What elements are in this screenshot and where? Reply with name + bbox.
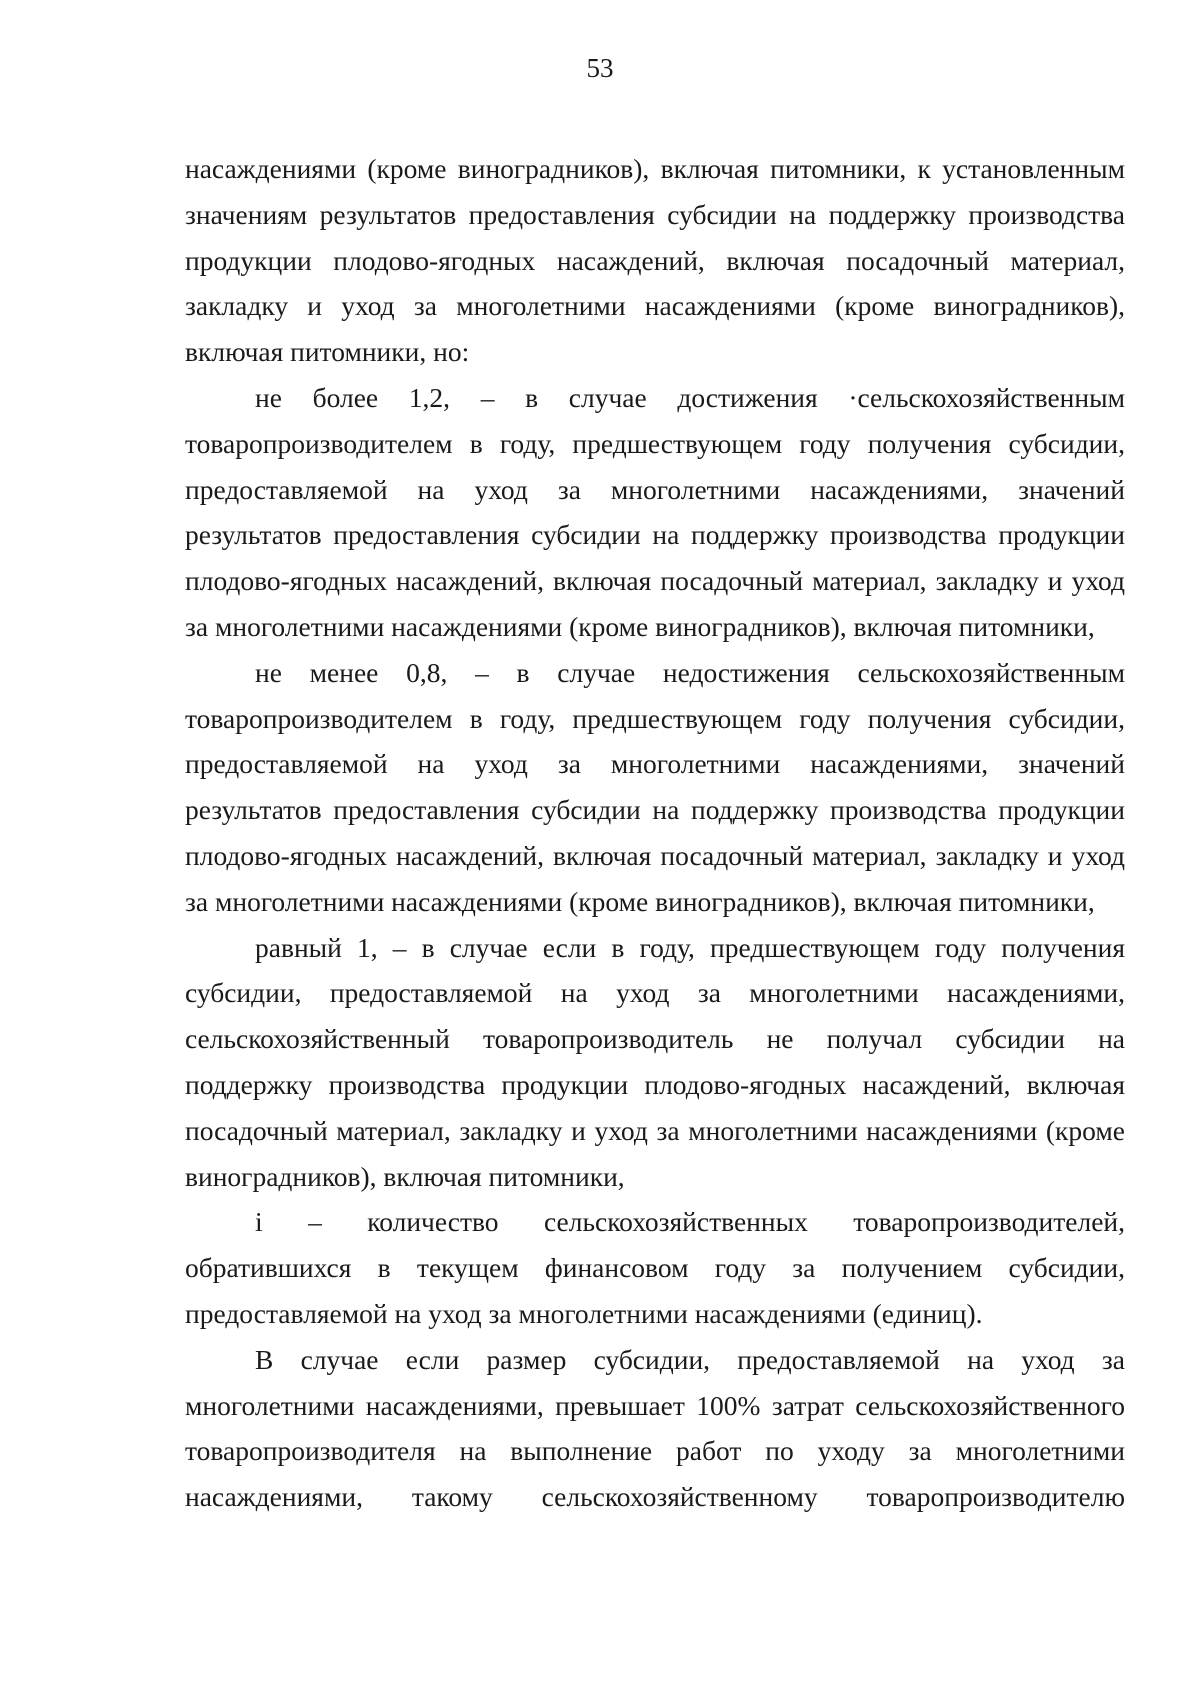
- text-line: обратившихся в текущем финансовом году за получением субсидии,: [185, 1252, 1125, 1284]
- text-line: товаропроизводителя на выполнение работ по уходу за многолетними: [185, 1435, 1125, 1467]
- text-line: поддержку производства продукции плодово-ягодных насаждений, включая: [185, 1068, 1125, 1100]
- text-line: товаропроизводителем в году, предшествующем году получения субсидии,: [185, 427, 1125, 459]
- text-line: равный 1, – в случае если в году, предшествующем году получения: [255, 931, 1125, 963]
- text-line: не более 1,2, – в случае достижения ·сельскохозяйственным: [255, 381, 1125, 413]
- text-line: насаждениями, такому сельскохозяйственному товаропроизводителю: [185, 1481, 1125, 1513]
- text-line: продукции плодово-ягодных насаждений, включая посадочный материал,: [185, 244, 1125, 276]
- text-line: предоставляемой на уход за многолетними насаждениями, значений: [185, 473, 1125, 505]
- text-line: плодово-ягодных насаждений, включая посадочный материал, закладку и уход: [185, 565, 1125, 597]
- paragraph-coefficient-max: [185, 375, 1125, 650]
- page-number: 53: [586, 53, 614, 83]
- text-line: предоставляемой на уход за многолетними насаждениями, значений: [185, 748, 1125, 780]
- text-line: товаропроизводителем в году, предшествующем году получения субсидии,: [185, 702, 1125, 734]
- paragraph-coefficient-one: [185, 925, 1125, 1200]
- text-line: субсидии, предоставляемой на уход за многолетними насаждениями,: [185, 977, 1125, 1009]
- paragraph-coefficient-min: [185, 650, 1125, 925]
- text-line: результатов предоставления субсидии на поддержку производства продукции: [185, 519, 1125, 551]
- text-line: посадочный материал, закладку и уход за многолетними насаждениями (кроме: [185, 1114, 1125, 1146]
- text-line: значениям результатов предоставления субсидии на поддержку производства: [185, 198, 1125, 230]
- text-line: за многолетними насаждениями (кроме виноградников), включая питомники,: [185, 610, 1095, 642]
- paragraph-variable-i: [185, 1199, 1125, 1336]
- text-line: закладку и уход за многолетними насаждениями (кроме виноградников),: [185, 290, 1125, 322]
- text-line: i – количество сельскохозяйственных товаропроизводителей,: [255, 1206, 1125, 1238]
- text-line: виноградников), включая питомники,: [185, 1160, 625, 1192]
- document-body: [185, 146, 1125, 1520]
- text-line: плодово-ягодных насаждений, включая посадочный материал, закладку и уход: [185, 839, 1125, 871]
- text-line: результатов предоставления субсидии на поддержку производства продукции: [185, 794, 1125, 826]
- paragraph-excess-case: [185, 1337, 1125, 1520]
- text-line: насаждениями (кроме виноградников), включая питомники, к установленным: [185, 153, 1125, 184]
- text-line: сельскохозяйственный товаропроизводитель не получал субсидии на: [185, 1023, 1125, 1055]
- text-line: предоставляемой на уход за многолетними насаждениями (единиц).: [185, 1297, 983, 1329]
- paragraph-intro-continuation: [185, 146, 1125, 375]
- text-line: В случае если размер субсидии, предоставляемой на уход за: [255, 1343, 1125, 1375]
- text-line: за многолетними насаждениями (кроме виноградников), включая питомники,: [185, 885, 1095, 917]
- text-line: многолетними насаждениями, превышает 100% затрат сельскохозяйственного: [185, 1389, 1125, 1421]
- text-line: не менее 0,8, – в случае недостижения сельскохозяйственным: [255, 656, 1125, 688]
- text-line: включая питомники, но:: [185, 336, 470, 368]
